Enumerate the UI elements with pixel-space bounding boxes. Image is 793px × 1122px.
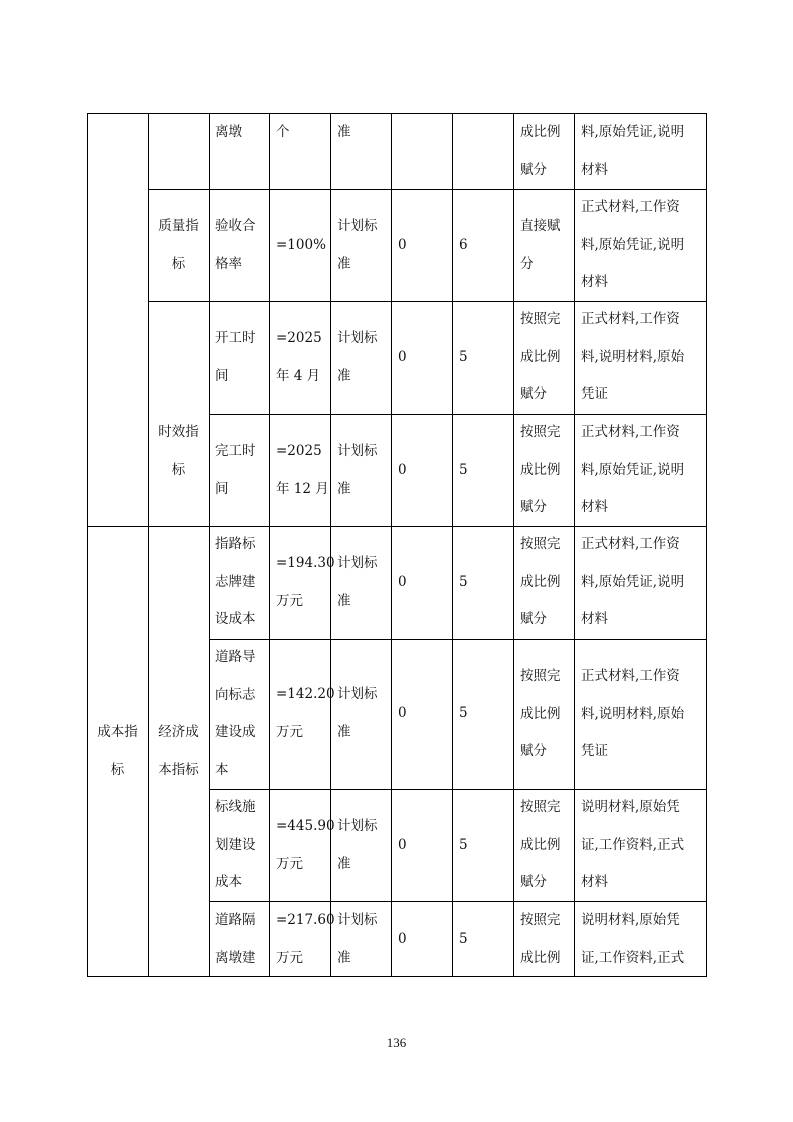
row4-standard-line-2: 准 [337,592,351,609]
row2-standard-line-1: 计划标 [337,330,378,346]
row0-evidence [581,114,684,189]
row7-item-line-1: 道路隔 [215,912,256,928]
row6-weight-value: 5 [459,837,468,853]
row3-item-line-2: 间 [215,480,229,497]
row5-item-line-4: 本 [215,761,229,778]
row1-sub-indicator [148,208,209,283]
row6-method-line-2: 成比例 [520,836,561,853]
row1-value [276,227,326,265]
row1-standard [337,208,378,283]
row6-value-line-2: 万元 [276,855,303,872]
row1-sub-line-1: 质量指 [158,218,199,234]
row4-item-line-1: 指路标 [215,536,256,552]
row5-item [215,639,256,789]
row2-method [520,301,561,414]
row5-weight [459,695,468,733]
row5-value [276,676,335,751]
group-cost-level1 [87,714,148,789]
row4-item-line-2: 志牌建 [215,573,256,590]
row2-min-score [398,339,407,377]
row1-method-line-2: 分 [520,255,534,272]
row0-method [520,114,561,189]
row1-evidence [581,189,684,302]
row4-evidence-line-2: 料,原始凭证,说明 [581,573,685,590]
row0-item-line-1: 离墩 [215,124,242,140]
row3-weight [459,452,468,490]
row3-item-line-1: 完工时 [215,443,256,459]
row0-evidence-line-2: 材料 [581,161,608,178]
row4-value-line-1: =194.30 [276,555,335,571]
row5-evidence-line-3: 凭证 [581,743,608,759]
row4-weight-value: 5 [459,574,468,590]
row1-method [520,208,561,283]
row0-value-line-1: 个 [276,124,290,140]
row0-item [215,114,242,152]
row4-weight [459,564,468,602]
row1-weight [459,227,468,265]
row5-standard [337,676,378,751]
row7-evidence-line-2: 证,工作资料,正式 [581,949,685,966]
row1-item-line-1: 验收合 [215,218,256,234]
row7-weight-value: 5 [459,931,468,947]
row5-item-line-1: 道路导 [215,649,256,665]
row1-min-score [398,227,407,265]
row2-evidence-line-3: 凭证 [581,386,608,402]
row3-value-line-2: 年 12 月 [276,480,329,497]
row1-item-line-2: 格率 [215,255,242,272]
row1-standard-line-2: 准 [337,255,351,272]
row5-min-score-value: 0 [398,705,407,721]
row7-standard-line-1: 计划标 [337,912,378,928]
row5-item-line-3: 建设成 [215,724,256,740]
row7-weight [459,921,468,959]
row2-method-line-1: 按照完 [520,311,561,327]
row7-method-line-2: 成比例 [520,949,561,966]
row5-method-line-2: 成比例 [520,705,561,722]
row3-value-line-1: =2025 [276,443,322,459]
row3-method-line-2: 成比例 [520,461,561,478]
row6-min-score [398,827,407,865]
row5-method-line-1: 按照完 [520,668,561,684]
row2-min-score-value: 0 [398,349,407,365]
row6-evidence-line-3: 材料 [581,874,608,890]
row7-min-score-value: 0 [398,931,407,947]
row0-method-line-2: 赋分 [520,161,547,178]
row3-standard-line-1: 计划标 [337,443,378,459]
row4-method-line-1: 按照完 [520,536,561,552]
group-timeliness-line-1: 时效指 [158,424,199,440]
group-cost-level2-line-2: 本指标 [158,761,199,778]
row7-item [215,902,256,977]
row6-min-score-value: 0 [398,837,407,853]
row4-evidence-line-1: 正式材料,工作资 [581,536,680,552]
row3-method-line-3: 赋分 [520,499,547,515]
row7-value [276,902,335,977]
row6-evidence-line-1: 说明材料,原始凭 [581,799,680,815]
row2-method-line-3: 赋分 [520,386,547,402]
group-timeliness-line-2: 标 [171,461,186,478]
row5-min-score [398,695,407,733]
row7-evidence [581,902,684,977]
row4-method-line-3: 赋分 [520,611,547,627]
row1-sub-line-2: 标 [171,255,186,272]
row4-item-line-3: 设成本 [215,611,256,627]
row4-evidence [581,526,684,639]
row7-evidence-line-1: 说明材料,原始凭 [581,912,680,928]
row1-evidence-line-3: 材料 [581,274,608,290]
group-cost-level1-line-1: 成本指 [97,724,138,740]
row7-standard [337,902,378,977]
row7-method [520,902,561,977]
row6-item-line-1: 标线施 [215,799,256,815]
row7-standard-line-2: 准 [337,949,351,966]
row1-evidence-line-1: 正式材料,工作资 [581,199,680,215]
row1-value-line-1: =100% [276,237,326,253]
row6-evidence [581,789,684,902]
row2-evidence [581,301,684,414]
group-cost-level2 [148,714,209,789]
row1-min-score-value: 0 [398,237,407,253]
row4-method-line-2: 成比例 [520,573,561,590]
row4-min-score [398,564,407,602]
row6-method-line-1: 按照完 [520,799,561,815]
row3-standard-line-2: 准 [337,480,351,497]
row4-min-score-value: 0 [398,574,407,590]
row6-item [215,789,256,902]
row4-method [520,526,561,639]
row6-standard-line-2: 准 [337,855,351,872]
row1-evidence-line-2: 料,原始凭证,说明 [581,236,685,253]
row2-evidence-line-2: 料,说明材料,原始 [581,348,685,365]
row2-standard-line-2: 准 [337,367,351,384]
row3-method-line-1: 按照完 [520,424,561,440]
row7-value-line-2: 万元 [276,949,303,966]
row1-standard-line-1: 计划标 [337,218,378,234]
row4-value-line-2: 万元 [276,592,303,609]
row0-evidence-line-1: 料,原始凭证,说明 [581,124,685,140]
row3-method [520,414,561,527]
row6-item-line-2: 划建设 [215,836,256,853]
row0-method-line-1: 成比例 [520,124,561,140]
row3-min-score [398,452,407,490]
row1-method-line-1: 直接赋 [520,218,561,234]
row4-standard-line-1: 计划标 [337,555,378,571]
row3-value [276,433,329,508]
row3-min-score-value: 0 [398,462,407,478]
row4-evidence-line-3: 材料 [581,611,608,627]
row3-evidence-line-2: 料,原始凭证,说明 [581,461,685,478]
row2-weight [459,339,468,377]
row5-method-line-3: 赋分 [520,743,547,759]
row2-value-line-1: =2025 [276,330,322,346]
row2-value-line-2: 年 4 月 [276,367,321,384]
page-number: 136 [386,1035,407,1050]
row2-value [276,320,322,395]
row5-standard-line-1: 计划标 [337,686,378,702]
row2-standard [337,320,378,395]
row6-method-line-3: 赋分 [520,874,547,890]
row0-value [276,114,290,152]
group-cost-level2-line-1: 经济成 [158,724,199,740]
row2-method-line-2: 成比例 [520,348,561,365]
row3-weight-value: 5 [459,462,468,478]
row2-item-line-2: 间 [215,367,229,384]
row5-method [520,658,561,771]
row7-method-line-1: 按照完 [520,912,561,928]
row3-item [215,433,256,508]
row6-weight [459,827,468,865]
row0-standard [337,114,351,152]
row6-item-line-3: 成本 [215,874,242,890]
row0-standard-line-1: 准 [337,124,351,140]
row5-evidence [581,658,684,771]
row6-value [276,808,335,883]
row5-value-line-2: 万元 [276,723,303,740]
row2-item-line-1: 开工时 [215,330,256,346]
group-cost-level1-line-2: 标 [110,761,125,778]
row7-value-line-1: =217.60 [276,912,335,928]
row4-item [215,526,256,639]
row1-item [215,208,256,283]
row4-standard [337,545,378,620]
row3-evidence-line-3: 材料 [581,499,608,515]
performance-indicator-table [87,113,707,977]
row6-method [520,789,561,902]
row6-standard-line-1: 计划标 [337,818,378,834]
row3-standard [337,433,378,508]
row5-weight-value: 5 [459,705,468,721]
row5-evidence-line-2: 料,说明材料,原始 [581,705,685,722]
row5-item-line-2: 向标志 [215,686,256,703]
row5-value-line-1: =142.20 [276,686,335,702]
row6-evidence-line-2: 证,工作资料,正式 [581,836,685,853]
row2-weight-value: 5 [459,349,468,365]
row5-standard-line-2: 准 [337,723,351,740]
row2-item [215,320,256,395]
row5-evidence-line-1: 正式材料,工作资 [581,668,680,684]
group-timeliness [148,414,209,489]
row2-evidence-line-1: 正式材料,工作资 [581,311,680,327]
row7-item-line-2: 离墩建 [215,949,256,966]
row3-evidence-line-1: 正式材料,工作资 [581,424,680,440]
row1-weight-value: 6 [459,237,468,253]
row7-min-score [398,921,407,959]
row3-evidence [581,414,684,527]
row6-standard [337,808,378,883]
row6-value-line-1: =445.90 [276,818,335,834]
row4-value [276,545,335,620]
